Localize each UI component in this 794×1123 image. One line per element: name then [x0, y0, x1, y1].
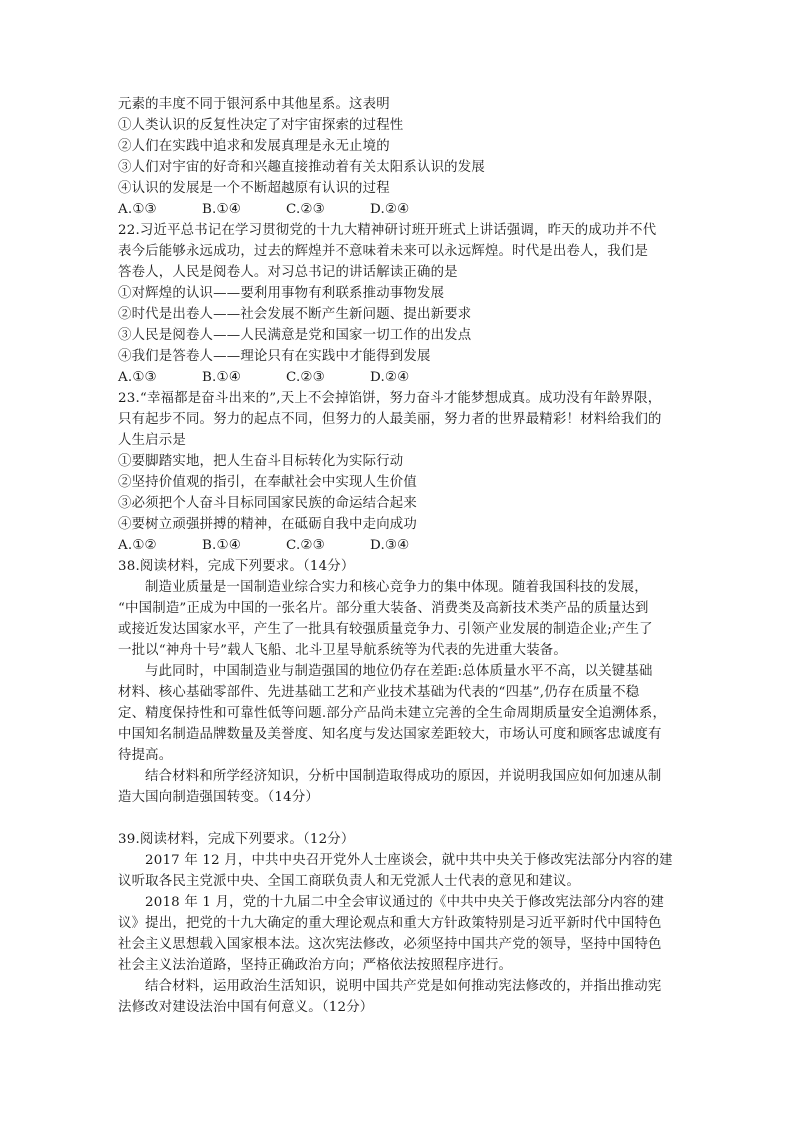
answer-item: ③必须把个人奋斗目标同国家民族的命运结合起来: [118, 496, 417, 511]
answer-item: ②时代是出卷人——社会发展不断产生新问题、提出新要求: [118, 307, 472, 322]
material-text: 2017 年 12 月，中共中央召开党外人士座谈会，就中共中央关于修改宪法部分内容的建: [145, 853, 673, 868]
material-text: 待提高。: [118, 748, 173, 763]
choice-b[interactable]: B.①④: [202, 538, 241, 553]
choice-c[interactable]: C.②③: [286, 538, 325, 553]
answer-item: ③人民是阅卷人——人民满意是党和国家一切工作的出发点: [118, 328, 472, 343]
choice-d[interactable]: D.③④: [370, 538, 410, 553]
material-text: 与此同时，中国制造业与制造强国的地位仍存在差距:总体质量水平不高，以关键基础: [145, 664, 653, 679]
question-21: [118, 94, 680, 220]
material-text: 社会主义思想载入国家根本法。这次宪法修改，必须坚持中国共产党的领导，坚持中国特色: [118, 937, 662, 952]
spacer: [118, 808, 680, 829]
question-38: [118, 556, 680, 808]
material-text: 或接近发达国家水平，产生了一批具有较强质量竞争力、引领产业发展的制造企业;产生了: [118, 622, 653, 637]
answer-item: ②坚持价值观的指引，在奉献社会中实现人生价值: [118, 475, 417, 490]
question-stem: 只有起步不同。努力的起点不同，但努力的人最美丽，努力者的世界最精彩！材料给我们的: [118, 412, 662, 427]
question-stem: 答卷人，人民是阅卷人。对习总书记的讲话解读正确的是: [118, 265, 458, 280]
choice-options: [118, 535, 680, 556]
question-stem: 人生启示是: [118, 433, 186, 448]
answer-item: ④认识的发展是一个不断超越原有认识的过程: [118, 181, 390, 196]
choice-d[interactable]: D.②④: [370, 370, 410, 385]
question-title: 39.阅读材料，完成下列要求。（12分）: [118, 832, 355, 847]
question-stem: 22.习近平总书记在学习贯彻党的十九大精神研讨班开班式上讲话强调，昨天的成功并不代: [118, 223, 657, 238]
choice-c[interactable]: C.②③: [286, 370, 325, 385]
answer-item: ②人们在实践中追求和发展真理是永无止境的: [118, 139, 390, 154]
question-stem: 元素的丰度不同于银河系中其他星系。这表明: [118, 97, 390, 112]
question-23: [118, 388, 680, 556]
question-requirement: 法修改对建设法治中国有何意义。（12分）: [118, 1000, 374, 1015]
question-title: 38.阅读材料，完成下列要求。（14分）: [118, 559, 355, 574]
question-requirement: 造大国向制造强国转变。（14分）: [118, 790, 320, 805]
material-text: 社会主义法治道路，坚持正确政治方向；严格依法按照程序进行。: [118, 958, 513, 973]
material-text: 定、精度保持性和可靠性低等问题.部分产品尚未建立完善的全生命周期质量安全追溯体系，: [118, 706, 667, 721]
choice-options: [118, 199, 680, 220]
choice-b[interactable]: B.①④: [202, 370, 241, 385]
material-text: “中国制造”正成为中国的一张名片。部分重大装备、消费类及高新技术类产品的质量达到: [118, 601, 649, 616]
material-text: 中国知名制造品牌数量及美誉度、知名度与发达国家差距较大，市场认可度和顾客忠诚度有: [118, 727, 662, 742]
choice-b[interactable]: B.①④: [202, 202, 241, 217]
question-requirement: 结合材料和所学经济知识，分析中国制造取得成功的原因，并说明我国应如何加速从制: [145, 769, 662, 784]
choice-c[interactable]: C.②③: [286, 202, 325, 217]
answer-item: ④要树立顽强拼搏的精神，在砥砺自我中走向成功: [118, 517, 417, 532]
answer-item: ①要脚踏实地，把人生奋斗目标转化为实际行动: [118, 454, 404, 469]
answer-item: ④我们是答卷人——理论只有在实践中才能得到发展: [118, 349, 431, 364]
question-22: [118, 220, 680, 388]
choice-options: [118, 367, 680, 388]
choice-d[interactable]: D.②④: [370, 202, 410, 217]
question-requirement: 结合材料，运用政治生活知识，说明中国共产党是如何推动宪法修改的，并指出推动宪: [145, 979, 662, 994]
question-stem: 23.“幸福都是奋斗出来的”,天上不会掉馅饼，努力奋斗才能梦想成真。成功没有年龄界限，: [118, 391, 662, 406]
material-text: 一批以“神舟十号”载人飞船、北斗卫星导航系统等为代表的先进重大装备。: [118, 643, 567, 658]
choice-a[interactable]: A.①②: [118, 538, 157, 553]
material-text: 2018 年 1 月，党的十九届二中全会审议通过的《中共中央关于修改宪法部分内容的建: [145, 895, 665, 910]
question-39: [118, 829, 680, 1018]
answer-item: ③人们对宇宙的好奇和兴趣直接推动着有关太阳系认识的发展: [118, 160, 485, 175]
answer-item: ①对辉煌的认识——要利用事物有利联系推动事物发展: [118, 286, 445, 301]
answer-item: ①人类认识的反复性决定了对宇宙探索的过程性: [118, 118, 404, 133]
material-text: 材料、核心基础零部件、先进基础工艺和产业技术基础为代表的“四基”,仍存在质量不稳: [118, 685, 640, 700]
choice-a[interactable]: A.①③: [118, 370, 157, 385]
question-stem: 表今后能够永远成功，过去的辉煌并不意味着未来可以永远辉煌。时代是出卷人，我们是: [118, 244, 649, 259]
material-text: 议》提出，把党的十九大确定的重大理论观点和重大方针政策特别是习近平新时代中国特色: [118, 916, 662, 931]
exam-page: [118, 94, 680, 1018]
material-text: 制造业质量是一国制造业综合实力和核心竞争力的集中体现。随着我国科技的发展，: [145, 580, 648, 595]
material-text: 议听取各民主党派中央、全国工商联负责人和无党派人士代表的意见和建议。: [118, 874, 581, 889]
choice-a[interactable]: A.①③: [118, 202, 157, 217]
